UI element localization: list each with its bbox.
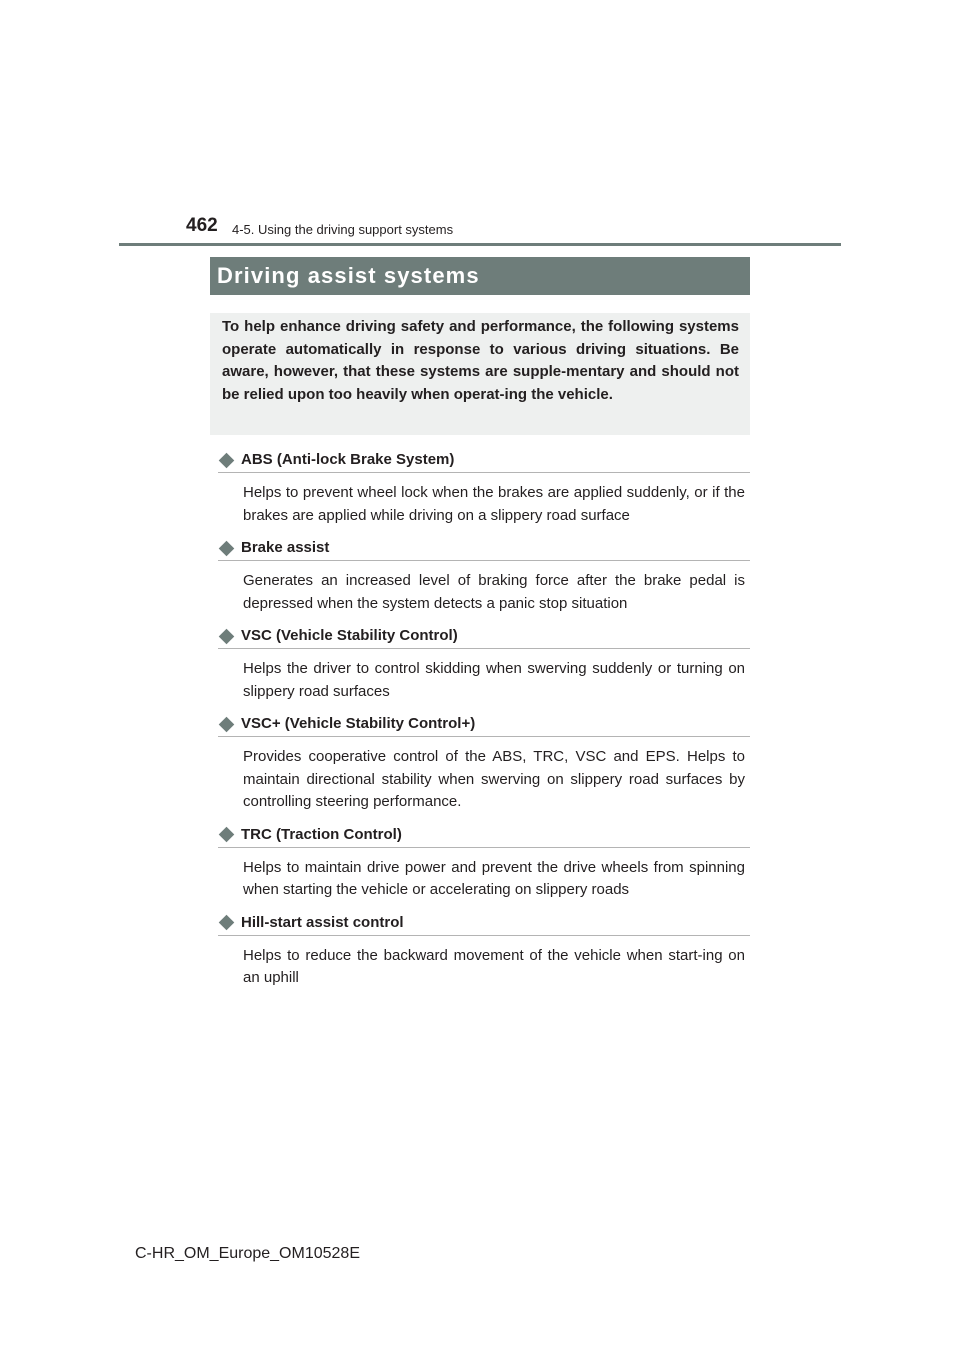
feature-trc	[218, 823, 750, 902]
feature-title: VSC+ (Vehicle Stability Control+)	[241, 715, 476, 732]
feature-heading	[218, 536, 750, 561]
intro-box	[210, 313, 750, 435]
header-rule	[119, 243, 841, 246]
feature-vsc-plus	[218, 712, 750, 814]
feature-description: Provides cooperative control of the ABS, TRC, VSC and EPS. Helps to maintain directional stability when swerving on slippery road surfaces by controlling steering performance.	[243, 748, 745, 810]
feature-abs	[218, 448, 750, 527]
feature-description: Helps to reduce the backward movement of the vehicle when start-ing on an uphill	[243, 946, 745, 986]
intro-text: To help enhance driving safety and performance, the following systems operate automatically in response to various driving situations. Be aware, however, that these systems are supple-mentary and should not be relied upon too heavily when operat-ing the vehicle.	[222, 318, 739, 403]
document-id: C-HR_OM_Europe_OM10528E	[135, 1245, 360, 1262]
page-number: 462	[186, 215, 218, 236]
feature-title: VSC (Vehicle Stability Control)	[241, 627, 458, 644]
feature-brake-assist	[218, 536, 750, 615]
feature-title: Brake assist	[241, 539, 330, 556]
section-label: 4-5. Using the driving support systems	[232, 222, 454, 237]
feature-vsc	[218, 624, 750, 703]
page-title: Driving assist systems	[217, 263, 480, 288]
feature-hill-start	[218, 911, 750, 990]
feature-title: ABS (Anti-lock Brake System)	[241, 451, 455, 468]
feature-heading	[218, 624, 750, 649]
feature-description: Generates an increased level of braking force after the brake pedal is depressed when the system detects a panic stop situation	[243, 572, 745, 612]
diamond-bullet-icon	[219, 716, 235, 732]
diamond-bullet-icon	[219, 452, 235, 468]
feature-description: Helps to prevent wheel lock when the brakes are applied suddenly, or if the brakes are applied while driving on a slippery road surface	[243, 484, 745, 524]
diamond-bullet-icon	[219, 827, 235, 843]
feature-description: Helps to maintain drive power and prevent the drive wheels from spinning when starting the vehicle or accelerating on slippery roads	[243, 858, 745, 898]
feature-heading	[218, 712, 750, 737]
feature-heading	[218, 823, 750, 848]
title-bar	[210, 257, 750, 295]
diamond-bullet-icon	[219, 540, 235, 556]
feature-title: TRC (Traction Control)	[241, 825, 402, 843]
feature-list	[218, 448, 750, 990]
feature-heading	[218, 448, 750, 473]
diamond-bullet-icon	[219, 628, 235, 644]
feature-title: Hill-start assist control	[241, 913, 404, 931]
feature-heading	[218, 911, 750, 936]
feature-description: Helps the driver to control skidding when swerving suddenly or turning on slippery road surfaces	[243, 660, 745, 700]
diamond-bullet-icon	[219, 915, 235, 931]
